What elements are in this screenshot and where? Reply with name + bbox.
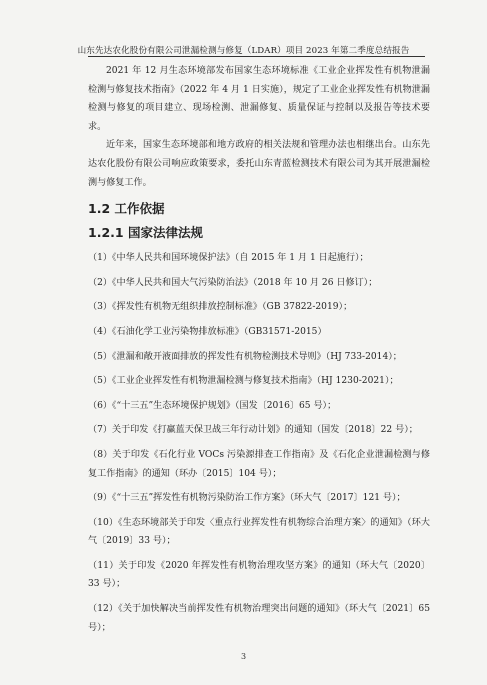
intro-paragraph-1: 2021 年 12 月生态环境部发布国家生态环境标准《工业企业挥发性有机物泄漏检测与修复技术指南》（2022 年 4 月 1 日实施），规定了工业企业挥发性有机物泄漏检测与修复的项目建立、现场检测、泄漏修复、质量保证与控制以及报告等技术要求。 — [88, 66, 430, 132]
regulation-item-13: （12）《关于加快解决当前挥发性有机物治理突出问题的通知》（环大气〔2021〕65 号）； — [88, 604, 430, 633]
regulation-item-3: （3）《挥发性有机物无组织排放控制标准》（GB 37822-2019）； — [88, 302, 353, 313]
regulation-item-6: （5）《工业企业挥发性有机物泄漏检测与修复技术指南》（HJ 1230-2021）； — [88, 376, 399, 387]
subsection-heading: 1.2.1 国家法律法规 — [88, 225, 203, 241]
regulation-item-10: （9）《“十三五”挥发性有机物污染防治工作方案》（环大气〔2017〕121 号）； — [88, 493, 406, 504]
section-heading: 1.2 工作依据 — [88, 201, 165, 217]
body-content — [88, 62, 430, 643]
regulation-item-7: （6）《“十三五”生态环境保护规划》（国发〔2016〕65 号）； — [88, 400, 337, 411]
regulation-item-12: （11）关于印发《2020 年挥发性有机物治理攻坚方案》的通知（环大气〔2020〕33 号）； — [88, 560, 430, 590]
regulation-item-4: （4）《石油化学工业污染物排放标准》（GB31571-2015） — [88, 326, 327, 337]
regulation-item-11: （10）《生态环境部关于印发〈重点行业挥发性有机物综合治理方案〉的通知》（环大气〔2019〕33 号）； — [88, 517, 430, 547]
regulation-item-2: （2）《中华人民共和国大气污染防治法》（2018 年 10 月 26 日修订）； — [88, 277, 378, 288]
intro-paragraph-2: 近年来，国家生态环境部和地方政府的相关法规和管理办法也相继出台。山东先达农化股份有限公司响应政策要求，委托山东青蓝检测技术有限公司为其开展泄漏检测与修复工作。 — [88, 140, 430, 188]
regulation-item-8: （7）关于印发《打赢蓝天保卫战三年行动计划》的通知（国发〔2018〕22 号）； — [88, 425, 418, 436]
regulation-item-9: （8）关于印发《石化行业 VOCs 污染源排查工作指南》及《石化企业泄漏检测与修复工作指南》的通知（环办〔2015〕104 号）； — [88, 449, 430, 479]
page-number: 3 — [240, 652, 247, 661]
regulation-item-1: （1）《中华人民共和国环境保护法》（自 2015 年 1 月 1 日起施行）； — [88, 253, 369, 264]
header-divider — [88, 56, 425, 57]
running-header: 山东先达农化股份有限公司泄漏检测与修复（LDAR）项目 2023 年第二季度总结报告 — [77, 46, 410, 56]
regulation-item-5: （5）《泄漏和敞开液面排放的挥发性有机物检测技术导则》（HJ 733-2014）； — [88, 351, 402, 362]
